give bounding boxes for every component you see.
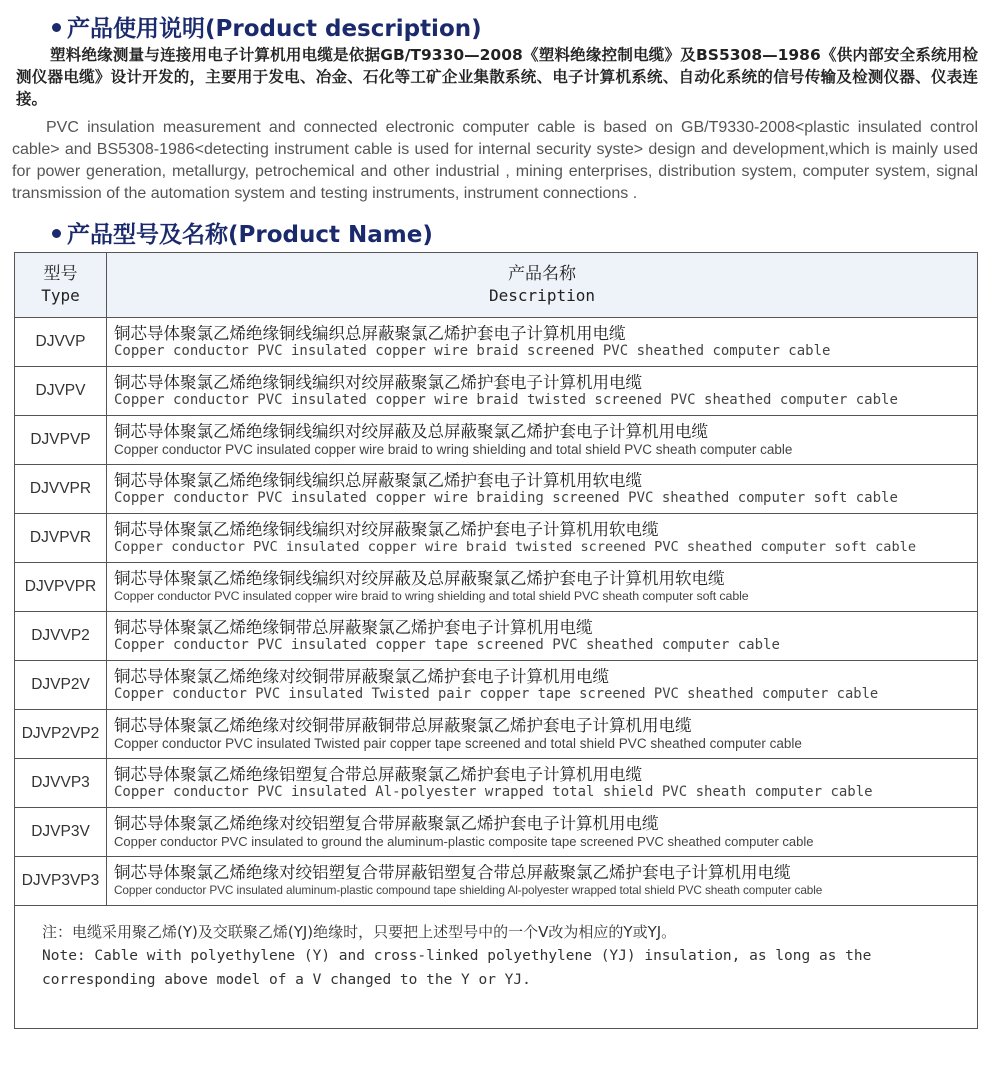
type-cell: DJVVPR <box>15 465 107 514</box>
bullet-icon <box>52 229 61 238</box>
row-en: Copper conductor PVC insulated copper tape screened PVC sheathed computer cable <box>114 637 780 653</box>
section-title-product-name <box>52 216 433 249</box>
row-cn: 铜芯导体聚氯乙烯绝缘铜线编织对绞屏蔽及总屏蔽聚氯乙烯护套电子计算机用软电缆 <box>114 569 725 588</box>
header-type-en: Type <box>41 286 80 305</box>
type-cell: DJVPVPR <box>15 563 107 612</box>
row-en: Copper conductor PVC insulated copper wire braid twisted screened PVC sheathed computer cable <box>114 392 898 408</box>
table-row <box>15 367 978 416</box>
row-cn: 铜芯导体聚氯乙烯绝缘铝塑复合带总屏蔽聚氯乙烯护套电子计算机用电缆 <box>114 765 642 784</box>
row-en: Copper conductor PVC insulated copper wire braid to wring shielding and total shield PVC sheath computer cable <box>114 442 793 457</box>
row-en: Copper conductor PVC insulated to ground the aluminum-plastic composite tape screened PVC sheathed computer cable <box>114 834 814 849</box>
section-title-text: 产品型号及名称(Product Name) <box>67 222 433 248</box>
type-cell: DJVVP2 <box>15 612 107 661</box>
type-cell: DJVPV <box>15 367 107 416</box>
table-row <box>15 661 978 710</box>
section-title-description <box>52 10 482 43</box>
header-name-en: Description <box>489 286 595 305</box>
table-row <box>15 318 978 367</box>
description-cell <box>107 318 978 367</box>
description-cell <box>107 808 978 857</box>
header-name-cn: 产品名称 <box>508 264 576 284</box>
table-row <box>15 857 978 906</box>
row-en: Copper conductor PVC insulated copper wire braiding screened PVC sheathed computer soft cable <box>114 490 898 506</box>
row-cn: 铜芯导体聚氯乙烯绝缘对绞铜带屏蔽聚氯乙烯护套电子计算机用电缆 <box>114 667 609 686</box>
description-english: PVC insulation measurement and connected electronic computer cable is based on GB/T9330-2008<plastic insulated control cable> and BS5308-1986<detecting instrument cable is used for internal security syste> design and development,which is mainly used for power generation, metallurgy, petrochemical and other industrial , mining enterprises, distribution system, computer system, signal transmission of the automation system and testing instruments, instrument connections . <box>12 119 978 202</box>
description-cell <box>107 759 978 808</box>
type-cell: DJVPVP <box>15 416 107 465</box>
table-row <box>15 465 978 514</box>
note-english: Note: Cable with polyethylene (Y) and cross-linked polyethylene (YJ) insulation, as long as the corresponding above model of a V changed to the Y or YJ. <box>42 948 872 988</box>
note-cell <box>15 906 978 1029</box>
row-cn: 铜芯导体聚氯乙烯绝缘对绞铝塑复合带屏蔽聚氯乙烯护套电子计算机用电缆 <box>114 814 659 833</box>
row-en: Copper conductor PVC insulated Al-polyester wrapped total shield PVC sheath computer cable <box>114 784 873 800</box>
type-cell: DJVP3V <box>15 808 107 857</box>
type-cell: DJVVP <box>15 318 107 367</box>
row-en: Copper conductor PVC insulated aluminum-plastic compound tape shielding Al-polyester wrapped total shield PVC sheath computer cable <box>114 883 823 897</box>
row-cn: 铜芯导体聚氯乙烯绝缘铜带总屏蔽聚氯乙烯护套电子计算机用电缆 <box>114 618 593 637</box>
row-en: Copper conductor PVC insulated Twisted pair copper tape screened PVC sheathed computer cable <box>114 686 879 702</box>
table-header-row <box>15 253 978 318</box>
header-type-cn: 型号 <box>43 264 78 284</box>
row-cn: 铜芯导体聚氯乙烯绝缘铜线编织对绞屏蔽及总屏蔽聚氯乙烯护套电子计算机用电缆 <box>114 422 708 441</box>
table-row <box>15 759 978 808</box>
section-title-text: 产品使用说明(Product description) <box>67 16 482 42</box>
row-cn: 铜芯导体聚氯乙烯绝缘铜线编织总屏蔽聚氯乙烯护套电子计算机用电缆 <box>114 324 626 343</box>
note-row <box>15 906 978 1029</box>
product-table <box>14 252 978 1029</box>
row-cn: 铜芯导体聚氯乙烯绝缘对绞铜带屏蔽铜带总屏蔽聚氯乙烯护套电子计算机用电缆 <box>114 716 692 735</box>
description-cell <box>107 563 978 612</box>
header-type <box>15 253 107 318</box>
description-cell <box>107 661 978 710</box>
row-cn: 铜芯导体聚氯乙烯绝缘铜线编织对绞屏蔽聚氯乙烯护套电子计算机用软电缆 <box>114 520 659 539</box>
row-en: Copper conductor PVC insulated copper wire braid screened PVC sheathed computer cable <box>114 343 831 359</box>
table-row <box>15 563 978 612</box>
description-cell <box>107 514 978 563</box>
description-cell <box>107 857 978 906</box>
row-en: Copper conductor PVC insulated copper wire braid to wring shielding and total shield PVC sheath computer soft cable <box>114 589 749 603</box>
description-cell <box>107 612 978 661</box>
bullet-icon <box>52 23 61 32</box>
type-cell: DJVP3VP3 <box>15 857 107 906</box>
row-cn: 铜芯导体聚氯乙烯绝缘铜线编织对绞屏蔽聚氯乙烯护套电子计算机用电缆 <box>114 373 642 392</box>
description-cell <box>107 465 978 514</box>
row-en: Copper conductor PVC insulated Twisted pair copper tape screened and total shield PVC sheathed computer cable <box>114 736 802 751</box>
note-chinese: 注：电缆采用聚乙烯(Y)及交联聚乙烯(YJ)绝缘时，只要把上述型号中的一个V改为相应的Y或YJ。 <box>42 923 677 941</box>
row-cn: 铜芯导体聚氯乙烯绝缘铜线编织总屏蔽聚氯乙烯护套电子计算机用软电缆 <box>114 471 642 490</box>
description-cell <box>107 416 978 465</box>
header-description <box>107 253 978 318</box>
description-chinese: 塑料绝缘测量与连接用电子计算机用电缆是依据GB/T9330—2008《塑料绝缘控制电缆》及BS5308—1986《供内部安全系统用检测仪器电缆》设计开发的，主要用于发电、冶金、石化等工矿企业集散系统、电子计算机系统、自动化系统的信号传输及检测仪器、仪表连接。 <box>16 46 978 108</box>
type-cell: DJVPVR <box>15 514 107 563</box>
table-row <box>15 612 978 661</box>
type-cell: DJVP2V <box>15 661 107 710</box>
type-cell: DJVVP3 <box>15 759 107 808</box>
table-row <box>15 514 978 563</box>
row-cn: 铜芯导体聚氯乙烯绝缘对绞铝塑复合带屏蔽铝塑复合带总屏蔽聚氯乙烯护套电子计算机用电缆 <box>114 863 791 882</box>
description-cell <box>107 710 978 759</box>
type-cell: DJVP2VP2 <box>15 710 107 759</box>
table-row <box>15 710 978 759</box>
description-cell <box>107 367 978 416</box>
table-row <box>15 416 978 465</box>
row-en: Copper conductor PVC insulated copper wire braid twisted screened PVC sheathed computer soft cable <box>114 539 917 555</box>
table-row <box>15 808 978 857</box>
